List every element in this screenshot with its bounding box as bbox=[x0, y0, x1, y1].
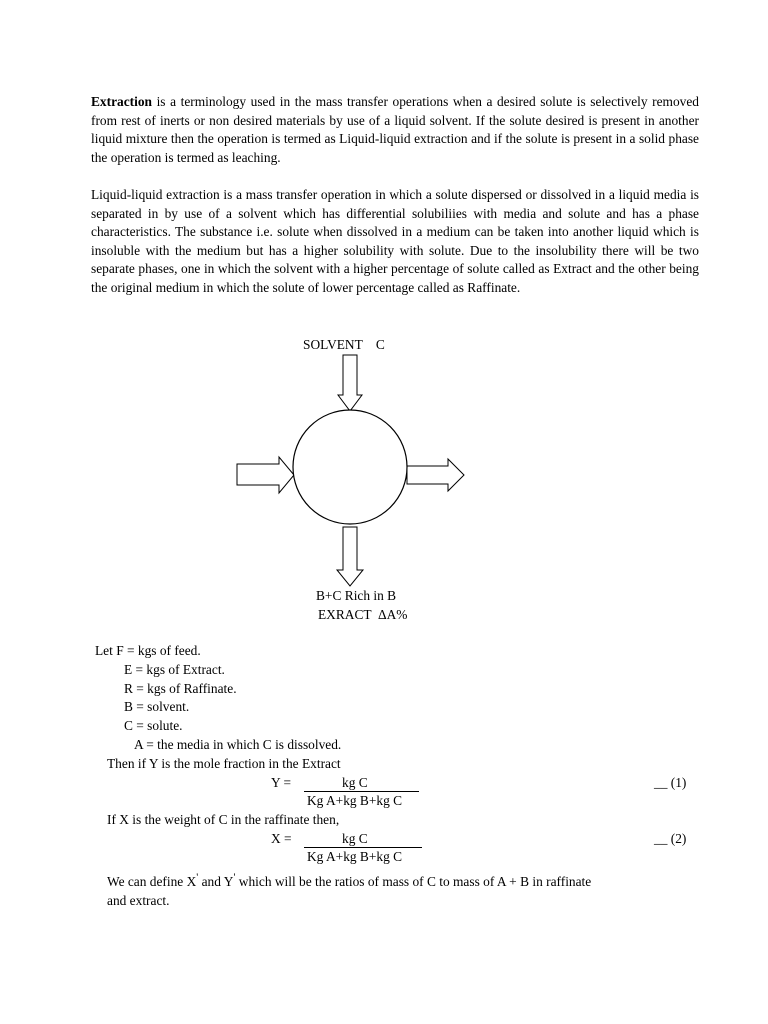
definition-solvent: B = solvent. bbox=[124, 699, 190, 714]
lle-paragraph: Liquid-liquid extraction is a mass transfer operation in which a solute dispersed or dissolved in a liquid media is separated in by use of a solvent which has differential solubiliies with media and solute and has a phase characteristics. The substance i.e. solute when dissolved in a medium can be taken into another liquid which is insoluble with the medium but has a higher solubility with solute. Due to the insolubility there will be two separate phases, one in which the solvent with a higher percentage of solute called as Extract and the other being the original medium in which the solute of lower percentage called as Raffinate. bbox=[91, 187, 699, 295]
equation1-denominator: Kg A+kg B+kg C bbox=[307, 793, 403, 808]
closing-text-c: which will be the ratios of mass of C to mass of A + B in raffinate bbox=[235, 874, 592, 889]
definition-solute: C = solute. bbox=[124, 718, 183, 733]
closing-line2: and extract. bbox=[107, 893, 170, 908]
raffinate-outlet-arrow bbox=[407, 459, 464, 491]
closing-text-a: We can define X bbox=[107, 874, 197, 889]
equation1-intro: Then if Y is the mole fraction in the Extract bbox=[107, 756, 341, 771]
extract-label-line1: B+C Rich in B bbox=[316, 588, 397, 603]
definition-extract: E = kgs of Extract. bbox=[124, 662, 225, 677]
extract-outlet-arrow bbox=[337, 527, 363, 586]
mixer-circle bbox=[293, 410, 407, 524]
y-prime-mark: ' bbox=[233, 871, 236, 884]
equation2-number: __ (2) bbox=[654, 831, 687, 846]
intro-paragraph-text: is a terminology used in the mass transfer operations when a desired solute is selectively removed from rest of inerts or non desired materials by use of a liquid solvent. If the solute desired is present in another liquid mixture then the operation is termed as Liquid-liquid extraction and if the solute is present in a solid phase the operation is termed as leaching. bbox=[91, 94, 699, 165]
extraction-term: Extraction bbox=[91, 94, 152, 109]
equation1-fraction-bar bbox=[304, 791, 419, 792]
equation2-numerator: kg C bbox=[342, 831, 368, 846]
equation2-fraction-bar bbox=[304, 847, 422, 848]
definition-raffinate: R = kgs of Raffinate. bbox=[124, 681, 237, 696]
solvent-inlet-arrow bbox=[338, 355, 362, 411]
equation1-numerator: kg C bbox=[342, 775, 368, 790]
equation1-lhs: Y = bbox=[271, 775, 292, 790]
closing-text-b: and Y bbox=[198, 874, 234, 889]
x-prime-mark: ' bbox=[196, 871, 199, 884]
equation1-number: __ (1) bbox=[654, 775, 687, 790]
solvent-label: SOLVENT C bbox=[303, 337, 385, 352]
equation2-lhs: X = bbox=[271, 831, 292, 846]
definition-media: A = the media in which C is dissolved. bbox=[134, 737, 342, 752]
equation2-denominator: Kg A+kg B+kg C bbox=[307, 849, 403, 864]
extract-label-line2: EXRACT ΔA% bbox=[318, 607, 408, 622]
definition-feed: Let F = kgs of feed. bbox=[95, 643, 201, 658]
closing-line1 bbox=[107, 871, 699, 890]
feed-inlet-arrow bbox=[237, 457, 294, 493]
equation2-intro: If X is the weight of C in the raffinate then, bbox=[107, 812, 340, 827]
